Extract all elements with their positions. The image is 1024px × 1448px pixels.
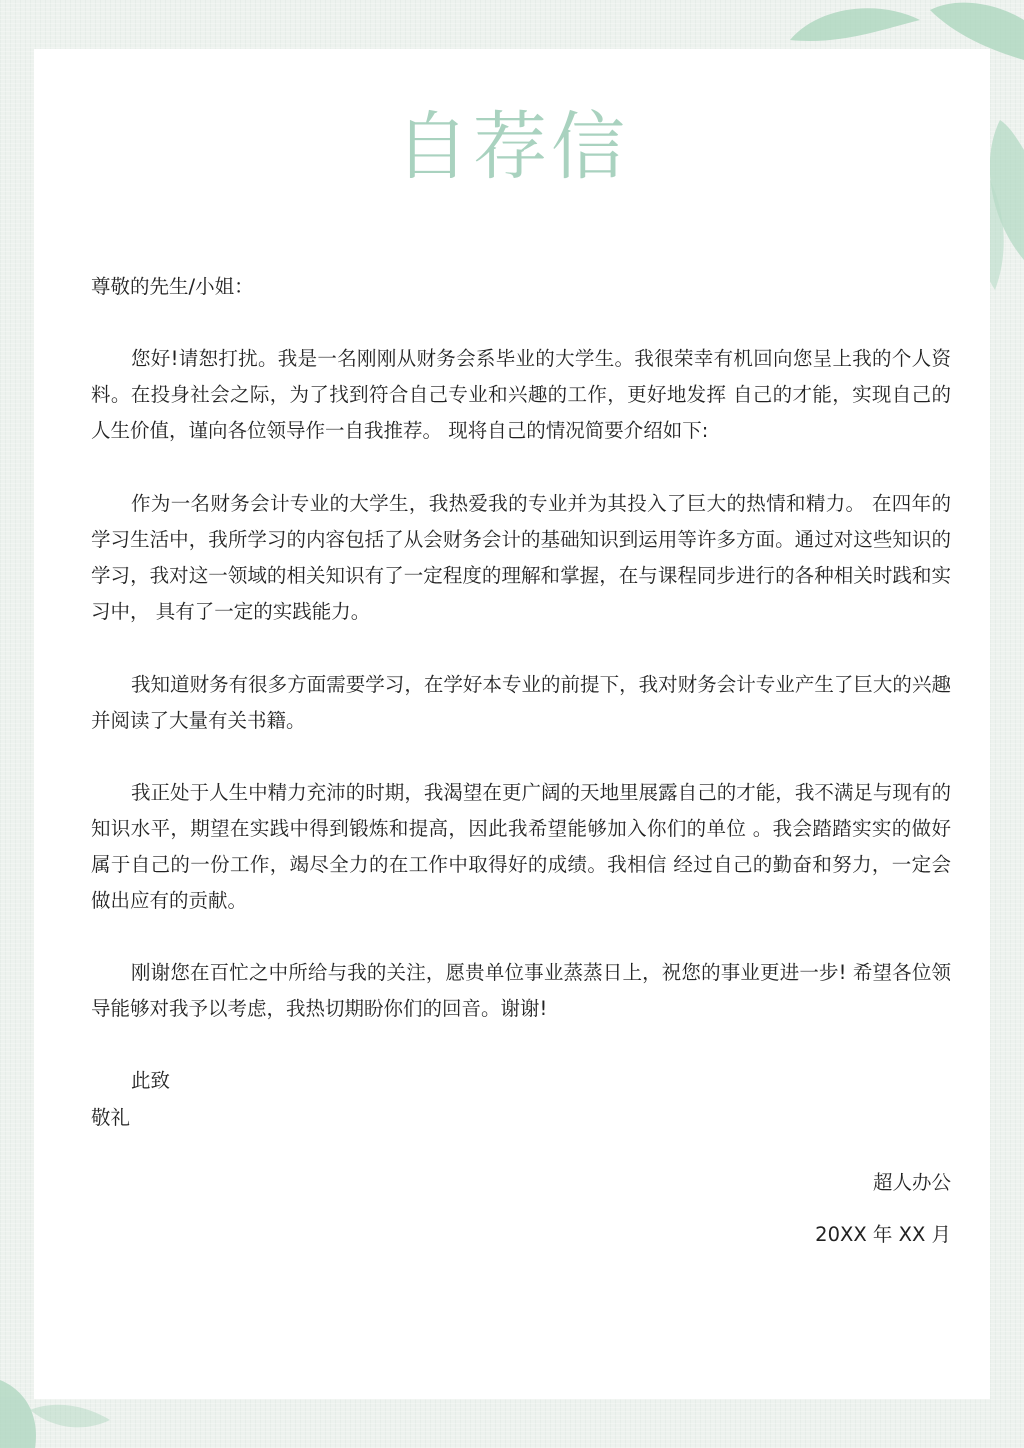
- paragraph-study: 作为一名财务会计专业的大学生，我热爱我的专业并为其投入了巨大的热情和精力。 在四年的学习生活中，我所学习的内容包括了从会财务会计的基础知识到运用等许多方面。通过对这些知识的学习，我对这一领域的相关知识有了一定程度的理解和掌握，在与课程同步进行的各种相关时践和实习中， 具有了一定的实践能力。: [91, 492, 951, 623]
- closing-line1: 此致: [131, 1069, 171, 1092]
- paragraph-thanks: 刚谢您在百忙之中所给与我的关注，愿贵单位事业蒸蒸日上，祝您的事业更进一步! 希望各位领导能够对我予以考虑，我热切期盼你们的回音。谢谢!: [91, 961, 951, 1020]
- paragraph-aspiration: 我正处于人生中精力充沛的时期，我渴望在更广阔的天地里展露自己的才能，我不满足与现有的知识水平，期望在实践中得到锻炼和提高，因此我希望能够加入你们的单位 。我会踏踏实实的做好属于自己的一份工作，竭尽全力的在工作中取得好的成绩。我相信 经过自己的勤奋和努力，一定会做出应有的贡献。: [91, 781, 951, 912]
- letter-title: 自荐信: [395, 104, 629, 190]
- closing-line2: 敬礼: [91, 1106, 131, 1129]
- paragraph-interest: 我知道财务有很多方面需要学习，在学好本专业的前提下，我对财务会计专业产生了巨大的兴趣并阅读了大量有关书籍。: [91, 673, 951, 732]
- salutation: 尊敬的先生/小姐：: [91, 275, 254, 298]
- paragraph-intro: 您好!请恕打扰。我是一名刚刚从财务会系毕业的大学生。我很荣幸有机回向您呈上我的个人资料。在投身社会之际，为了找到符合自己专业和兴趣的工作，更好地发挥 自己的才能，实现自己的人生价值，谨向各位领导作一自我推荐。 现将自己的情况简要介绍如下:: [91, 347, 951, 442]
- signature-name: 超人办公: [872, 1171, 951, 1194]
- signature-date: 20XX 年 XX 月: [815, 1223, 951, 1246]
